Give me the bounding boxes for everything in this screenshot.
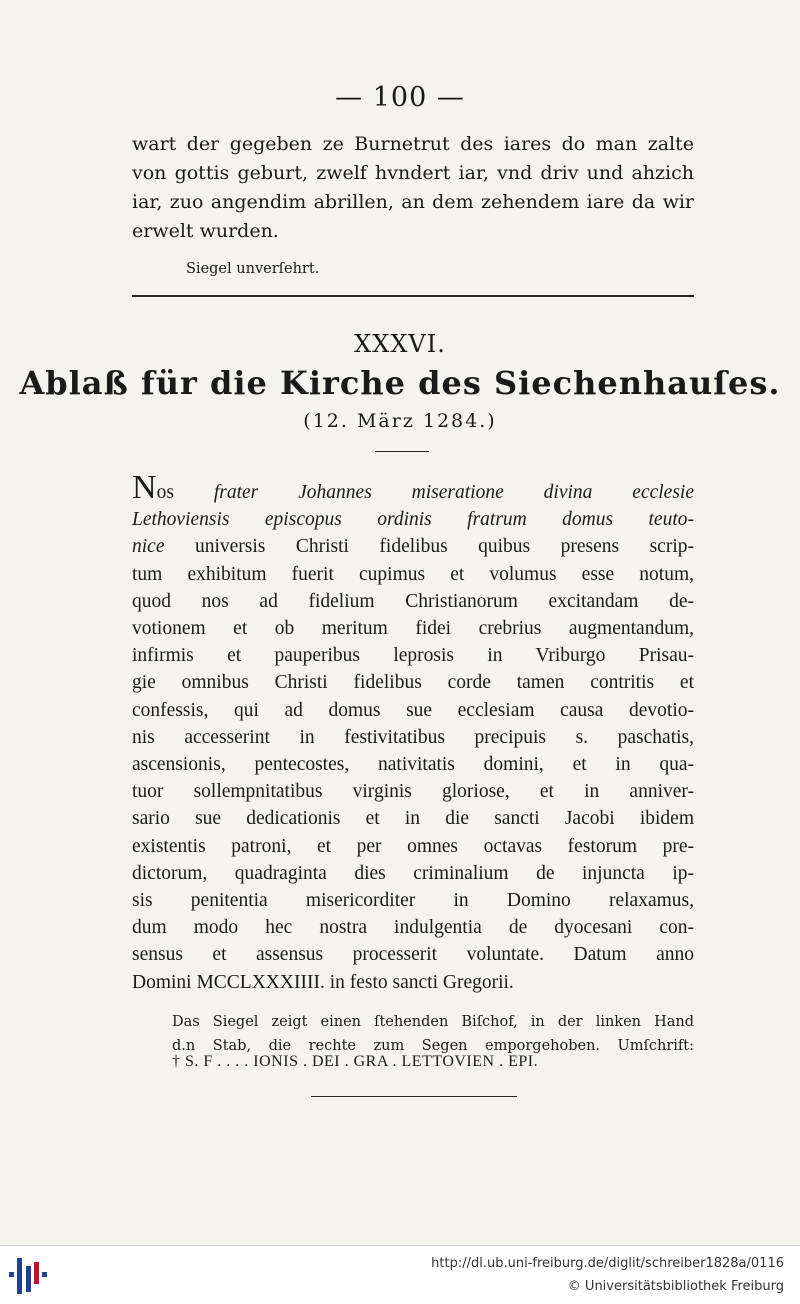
text-line: votionem et ob meritum fidei crebrius augmentandum, <box>132 618 694 640</box>
seal-inscription: † S. F . . . . IONIS . DEI . GRA . LETTOVIEN . EPI. <box>172 1053 539 1070</box>
text-line: wart der gegeben ze Burnetrut des iares do man zalte <box>132 133 694 155</box>
text-line: quod nos ad fidelium Christianorum excitandam de- <box>132 590 694 612</box>
library-footer <box>0 1245 800 1304</box>
ub-freiburg-logo-icon <box>6 1254 50 1298</box>
text-line: confessis, qui ad domus sue ecclesiam causa devotio- <box>132 699 694 721</box>
latin-charter-text <box>132 469 694 996</box>
document-title: Ablaß für die Kirche des Siechenhauſes. <box>19 364 781 402</box>
text-line <box>132 469 694 506</box>
italic-span: nice <box>132 536 165 558</box>
text-line: sis penitentia misericorditer in Domino relaxamus, <box>132 890 694 912</box>
italic-span: frater Johannes miseratione divina ecclesie <box>213 482 694 503</box>
text-line: infirmis et pauperibus leprosis in Vriburgo Prisau- <box>132 645 694 667</box>
seal-description-line: d.n Stab, die rechte zum Segen emporgehoben. Umſchrift: <box>172 1038 694 1054</box>
text-line: dum modo hec nostra indulgentia de dyocesani con- <box>132 917 694 939</box>
drop-cap: N <box>132 469 157 506</box>
document-date: (12. März 1284.) <box>303 410 497 432</box>
text-line: tum exhibitum fuerit cupimus et volumus esse notum, <box>132 563 694 585</box>
text-line: dictorum, quadraginta dies criminalium de injuncta ip- <box>132 862 694 884</box>
seal-description-line: Das Siegel zeigt einen ſtehenden Biſchof, in der linken Hand <box>172 1014 694 1030</box>
permalink[interactable]: http://dl.ub.uni-freiburg.de/diglit/schreiber1828a/0116 <box>431 1256 784 1271</box>
text-line: gie omnibus Christi fidelibus corde tamen contritis et <box>132 672 694 694</box>
text-span: os <box>156 482 214 503</box>
text-line <box>132 533 694 560</box>
text-line: sario sue dedicationis et in die sancti Jacobi ibidem <box>132 808 694 830</box>
end-divider <box>311 1096 517 1097</box>
copyright-notice: © Universitätsbibliothek Freiburg <box>567 1279 784 1294</box>
italic-span: Lethoviensis episcopus ordinis fratrum domus teuto- <box>132 509 694 531</box>
previous-document-ending <box>132 130 694 246</box>
text-line: von gottis geburt, zwelf hvndert iar, vnd driv und ahzich <box>132 162 694 184</box>
text-line: erwelt wurden. <box>132 220 279 242</box>
text-line: ascensionis, pentecostes, nativitatis domini, et in qua- <box>132 754 694 776</box>
text-line <box>132 506 694 533</box>
text-span: universis Christi fidelibus quibus presens scrip- <box>164 536 694 558</box>
text-line: nis accesserint in festivitatibus precipuis s. paschatis, <box>132 726 694 748</box>
text-line: iar, zuo angendim abrillen, an dem zehendem iare da wir <box>132 191 694 213</box>
seal-description <box>172 1010 694 1058</box>
page-number: — 100 — <box>335 82 465 113</box>
text-line: existentis patroni, et per omnes octavas festorum pre- <box>132 835 694 857</box>
document-number: XXXVI. <box>354 330 446 358</box>
seal-note: Siegel unverſehrt. <box>186 261 320 277</box>
text-line: Domini MCCLXXXIIII. in festo sancti Gregorii. <box>132 971 514 993</box>
text-line: sensus et assensus processerit voluntate. Datum anno <box>132 944 694 966</box>
title-divider <box>375 451 429 452</box>
text-line: tuor sollempnitatibus virginis gloriose, et in anniver- <box>132 781 694 803</box>
section-divider <box>132 295 694 297</box>
